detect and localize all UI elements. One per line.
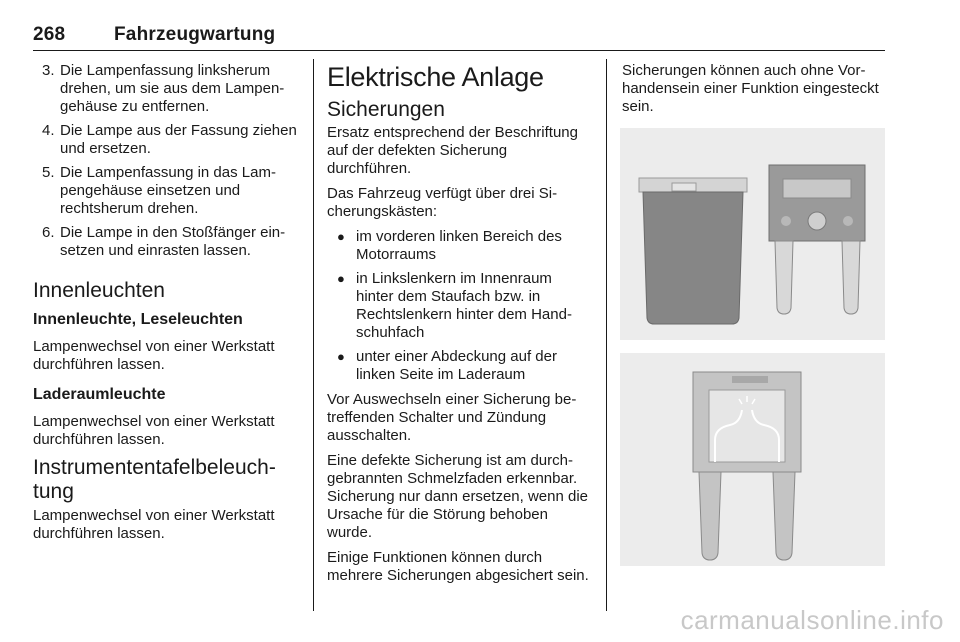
section-title: Elektrische Anlage (327, 62, 544, 92)
list-item: ● unter einer Abdeckung auf der linken Seite im Laderaum (337, 348, 557, 383)
paragraph: Vor Auswechseln einer Sicherung betreffenden Schalter und Zündung ausschalten. (327, 391, 577, 444)
paragraph: Lampenwechsel von einer Werkstatt durchführen lassen. (33, 507, 275, 542)
paragraph: Ersatz entsprechend der Beschriftung auf der defekten Sicherung durchführen. (327, 124, 578, 177)
page-number: 268 (33, 24, 66, 45)
paragraph: Lampenwechsel von einer Werkstatt durchführen lassen. (33, 338, 275, 373)
subheading-laderaumleuchte: Laderaumleuchte (33, 386, 166, 403)
list-item: 6. Die Lampe in den Stoßfänger einsetzen und einrasten lassen. (42, 224, 286, 259)
column-2 (327, 62, 593, 592)
list-item: 4. Die Lampe aus der Fassung ziehen und ersetzen. (42, 122, 297, 157)
fuse-blown-view (620, 353, 885, 566)
list-item: 3. Die Lampenfassung linksherum drehen, um sie aus dem Lampengehäuse zu entfernen. (42, 62, 285, 115)
fuse-box-locations (327, 228, 593, 384)
column-1 (33, 62, 301, 550)
paragraph: Sicherungen können auch ohne Vorhandensein einer Funktion eingesteckt sein. (622, 62, 879, 115)
list-item: ● in Linkslenkern im Innenraum hinter dem Staufach bzw. in Rechtslenkern hinter dem Handschuhfach (337, 270, 572, 341)
fuse-illustrations (620, 128, 885, 566)
fuse-figure (620, 128, 885, 566)
column-divider-right (606, 59, 607, 611)
heading-innenleuchten: Innenleuchten (33, 279, 165, 302)
paragraph: Einige Funktionen können durch mehrere Sicherungen abgesichert sein. (327, 549, 589, 584)
subheading-leseleuchten: Innenleuchte, Leseleuchten (33, 311, 243, 328)
watermark: carmanualsonline.info (680, 605, 944, 635)
paragraph: Eine defekte Sicherung ist am durchgebrannten Schmelzfaden erkennbar. Sicherung nur dann ersetzen, wenn die Ursache für die Störung behoben wurde. (327, 452, 589, 541)
chapter-title: Fahrzeugwartung (114, 24, 276, 45)
heading-instrumententafelbeleuchtung: Instrumententafelbeleuchtung (33, 456, 276, 503)
paragraph: Das Fahrzeug verfügt über drei Sicherungskästen: (327, 185, 558, 220)
list-item: ● im vorderen linken Bereich des Motorraums (337, 228, 562, 263)
heading-sicherungen: Sicherungen (327, 98, 445, 121)
list-item: 5. Die Lampenfassung in das Lampengehäuse einsetzen und rechtsherum drehen. (42, 164, 276, 217)
page-header (33, 20, 885, 51)
step-list (33, 62, 301, 260)
column-3 (622, 62, 887, 123)
fuse-side-and-front-view (620, 128, 885, 340)
column-divider-left (313, 59, 314, 611)
paragraph: Lampenwechsel von einer Werkstatt durchführen lassen. (33, 413, 275, 448)
